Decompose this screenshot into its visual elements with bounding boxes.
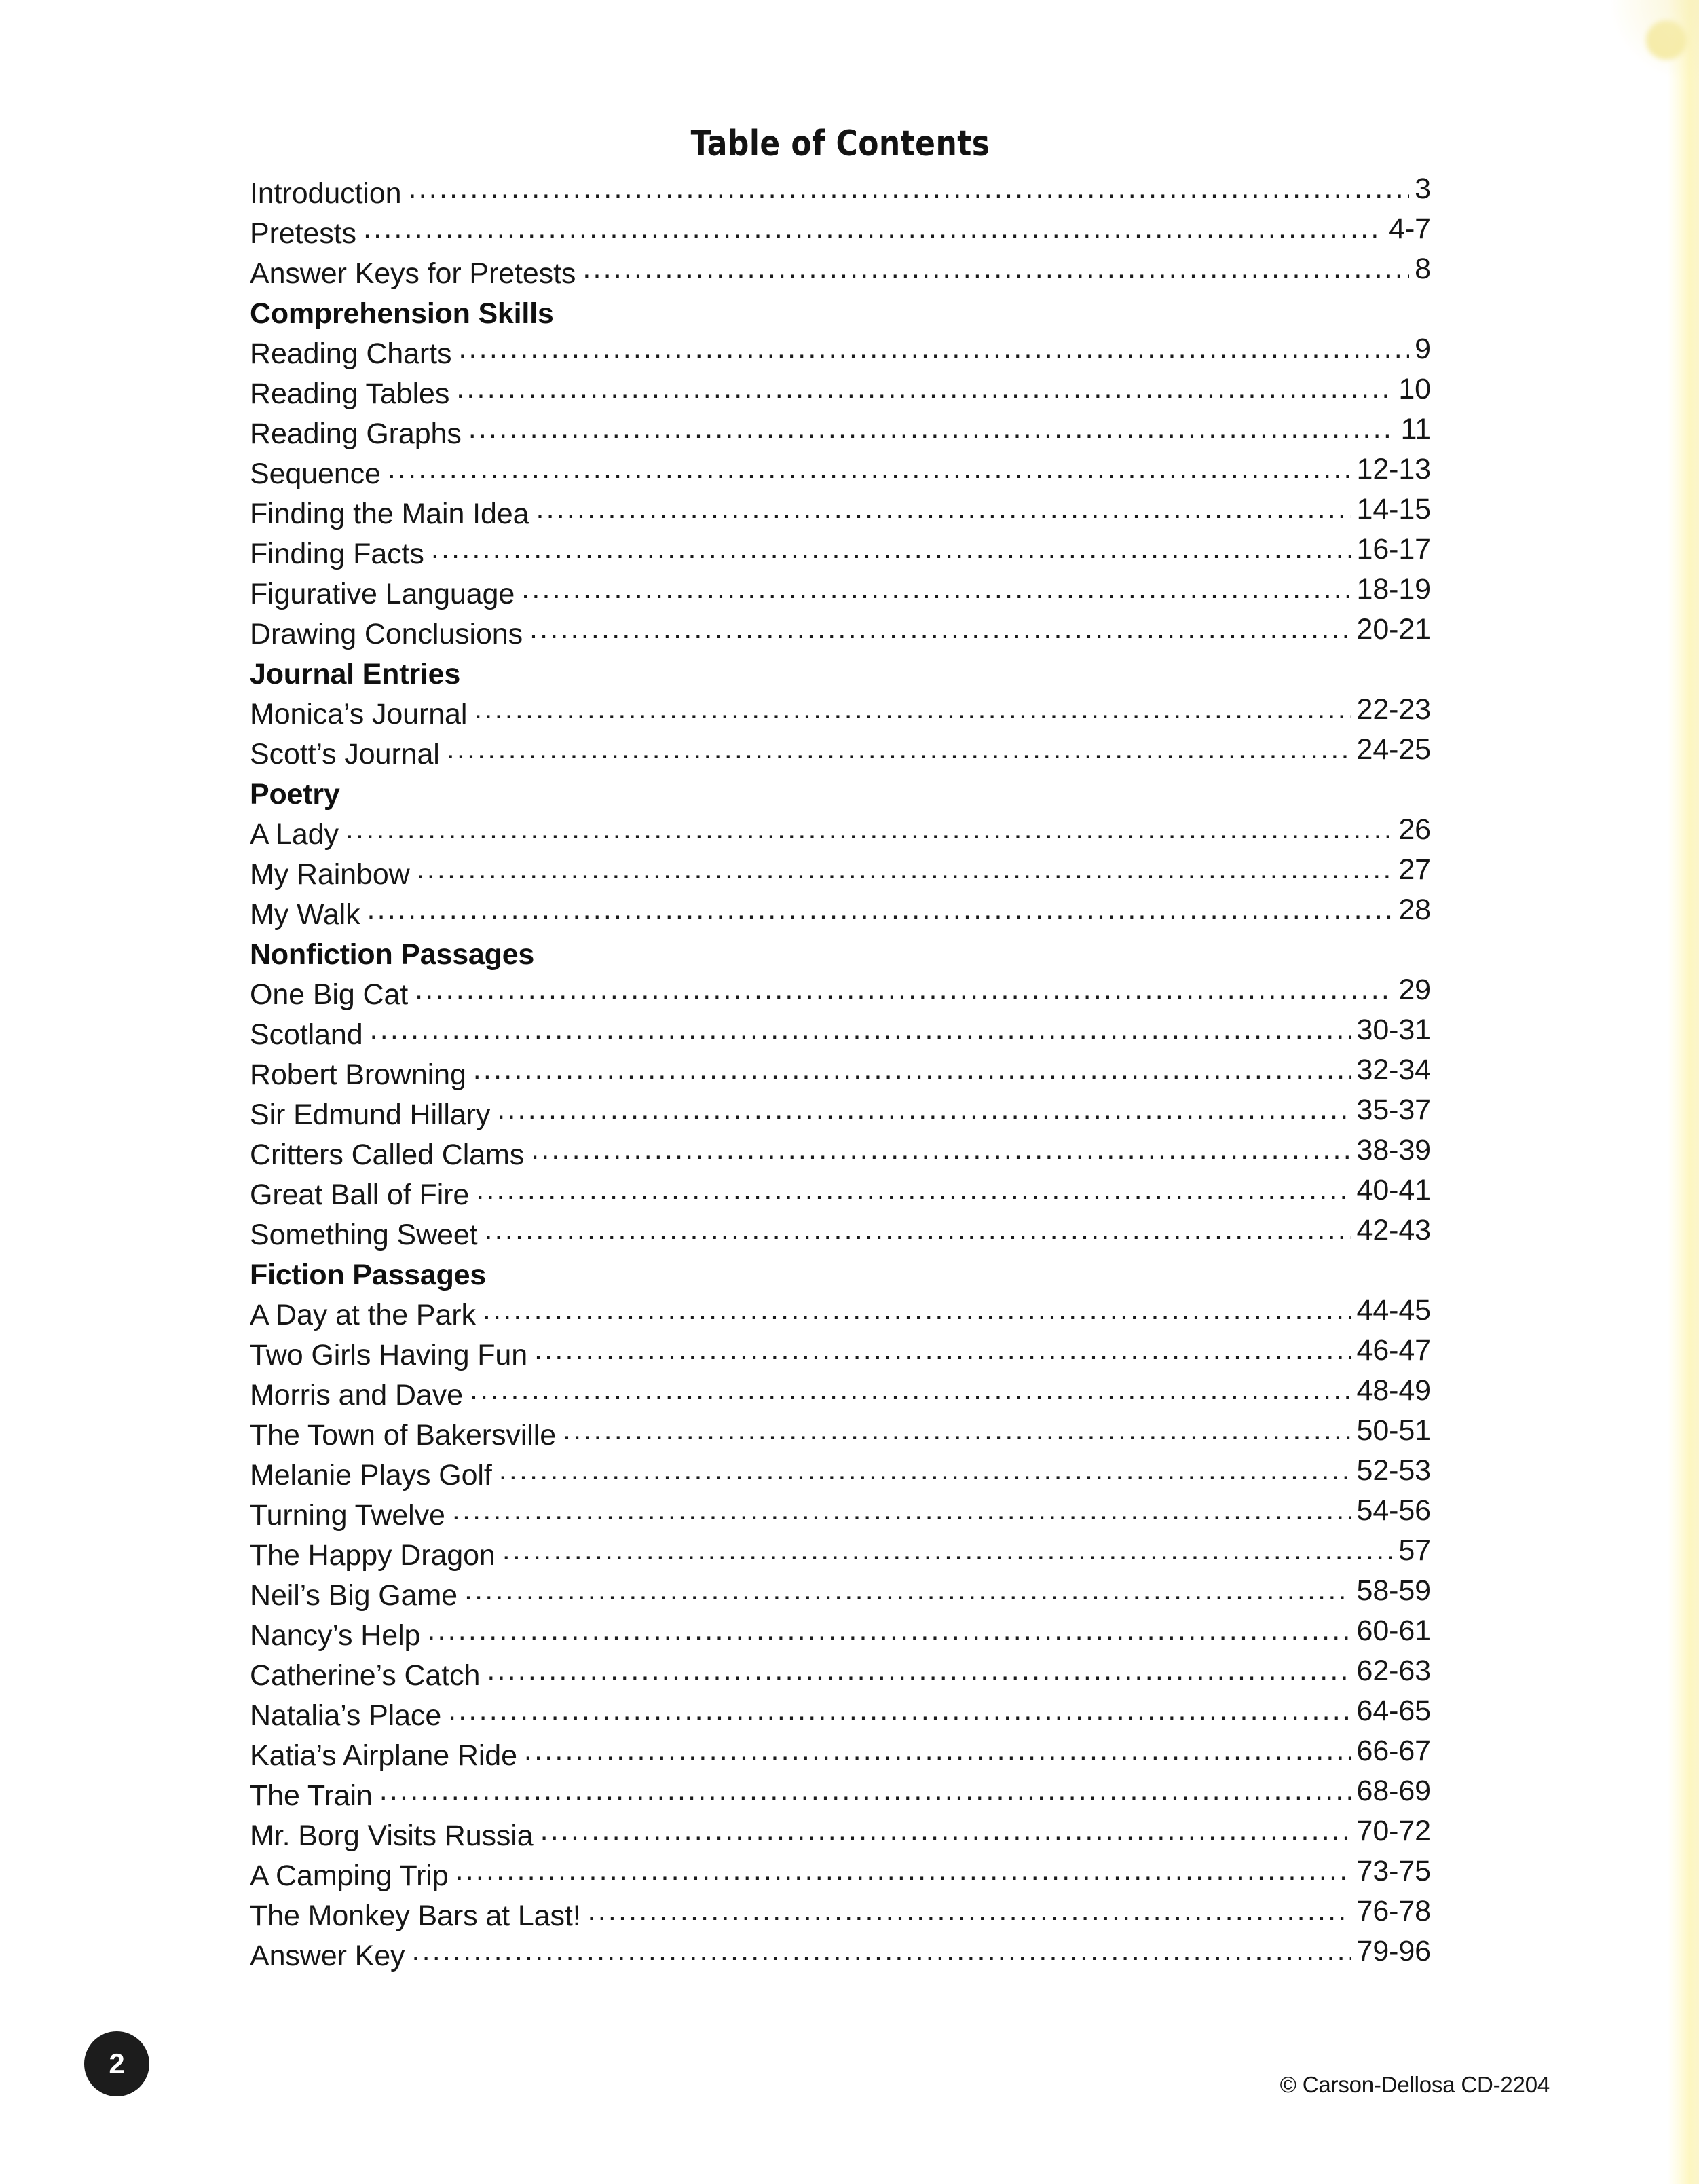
toc-entry-row[interactable] (250, 1496, 1431, 1536)
toc-entry-title: Neil’s Big Game (250, 1579, 458, 1612)
toc-entry-title: Robert Browning (250, 1058, 466, 1091)
toc-entry-row[interactable] (250, 1415, 1431, 1456)
toc-entry-page-number: 11 (1400, 413, 1431, 445)
dot-leader (411, 1936, 1351, 1976)
toc-entry-title: My Walk (250, 898, 360, 931)
toc-entry-title: A Day at the Park (250, 1299, 476, 1331)
toc-entry-page-number: 57 (1398, 1534, 1431, 1567)
toc-entry-page-number: 66-67 (1356, 1735, 1431, 1767)
toc-entry-page-number: 79-96 (1356, 1935, 1431, 1967)
toc-entry-title: Something Sweet (250, 1219, 478, 1251)
dot-leader (588, 1896, 1351, 1936)
toc-entry-row[interactable] (250, 1135, 1431, 1175)
toc-entry-title: Sir Edmund Hillary (250, 1098, 491, 1131)
toc-entry-row[interactable] (250, 1736, 1431, 1776)
dot-leader (521, 574, 1351, 614)
toc-entry-page-number: 26 (1398, 813, 1431, 846)
toc-entry-page-number: 29 (1398, 974, 1431, 1006)
toc-entry-title: Drawing Conclusions (250, 618, 523, 650)
dot-leader (536, 494, 1351, 534)
toc-section-heading: Comprehension Skills (250, 297, 554, 330)
toc-entry-row[interactable] (250, 855, 1431, 895)
dot-leader (470, 1375, 1351, 1415)
toc-entry-page-number: 68-69 (1356, 1775, 1431, 1807)
toc-entry-title: Great Ball of Fire (250, 1179, 470, 1211)
toc-entry-row[interactable] (250, 1335, 1431, 1375)
toc-entry-title: The Monkey Bars at Last! (250, 1900, 581, 1932)
toc-entry-page-number: 46-47 (1356, 1334, 1431, 1367)
toc-entry-row[interactable] (250, 1295, 1431, 1335)
toc-entry-row[interactable] (250, 494, 1431, 534)
dot-leader (448, 1696, 1351, 1736)
toc-entry-row[interactable] (250, 1576, 1431, 1616)
dot-leader (379, 1776, 1351, 1816)
toc-section-heading: Nonfiction Passages (250, 938, 535, 971)
toc-entry-title: Introduction (250, 177, 402, 210)
toc-entry-row[interactable] (250, 1375, 1431, 1415)
dot-leader (502, 1536, 1394, 1576)
toc-entry-page-number: 9 (1415, 333, 1431, 365)
dot-leader (540, 1816, 1351, 1856)
toc-entry-title: Critters Called Clams (250, 1139, 525, 1171)
toc-entry-title: My Rainbow (250, 858, 410, 891)
dot-leader (452, 1496, 1351, 1536)
dot-leader (487, 1656, 1351, 1696)
dot-leader (409, 174, 1410, 214)
dot-leader (524, 1736, 1351, 1776)
dot-leader (417, 855, 1394, 895)
toc-entry-row[interactable] (250, 815, 1431, 855)
dot-leader (497, 1095, 1351, 1135)
toc-entry-title: Catherine’s Catch (250, 1659, 481, 1692)
toc-entry-title: Sequence (250, 458, 381, 490)
dot-leader (474, 695, 1351, 735)
toc-entry-page-number: 54-56 (1356, 1494, 1431, 1527)
page-edge-blotch (1646, 20, 1687, 60)
toc-entry-row[interactable] (250, 534, 1431, 574)
dot-leader (563, 1415, 1351, 1456)
dot-leader (485, 1215, 1351, 1255)
dot-leader (456, 374, 1393, 414)
toc-entry-row[interactable] (250, 1175, 1431, 1215)
toc-entry-title: Answer Keys for Pretests (250, 257, 576, 290)
toc-entry-page-number: 30-31 (1356, 1014, 1431, 1046)
toc-entry-title: Finding the Main Idea (250, 498, 529, 530)
toc-entry-row[interactable] (250, 254, 1431, 294)
toc-entry-title: Melanie Plays Golf (250, 1459, 492, 1492)
toc-entry-page-number: 42-43 (1356, 1214, 1431, 1246)
dot-leader (476, 1175, 1351, 1215)
toc-entry-title: Reading Graphs (250, 418, 462, 450)
copyright-notice: © Carson-Dellosa CD-2204 (1280, 2072, 1550, 2097)
page-title: Table of Contents (690, 124, 990, 164)
toc-entry-title: Morris and Dave (250, 1379, 463, 1411)
toc-entry-page-number: 76-78 (1356, 1895, 1431, 1927)
toc-entry-row[interactable] (250, 1896, 1431, 1936)
dot-leader (363, 214, 1383, 254)
toc-entry-row[interactable] (250, 574, 1431, 614)
toc-entry-page-number: 3 (1415, 172, 1431, 205)
toc-entry-page-number: 8 (1415, 253, 1431, 285)
toc-entry-row[interactable] (250, 895, 1431, 935)
page-edge-tint (1668, 0, 1699, 2184)
toc-entry-title: The Happy Dragon (250, 1539, 496, 1572)
toc-entry-title: Finding Facts (250, 538, 424, 570)
toc-entry-title: Nancy’s Help (250, 1619, 421, 1652)
toc-entry-row[interactable] (250, 374, 1431, 414)
toc-entry-title: Reading Charts (250, 337, 452, 370)
toc-entry-page-number: 58-59 (1356, 1574, 1431, 1607)
dot-leader (531, 1135, 1351, 1175)
dot-leader (427, 1616, 1351, 1656)
toc-entry-page-number: 18-19 (1356, 573, 1431, 606)
dot-leader (468, 414, 1396, 454)
toc-entry-page-number: 4-7 (1389, 212, 1431, 245)
toc-entry-page-number: 27 (1398, 853, 1431, 886)
toc-section-heading: Poetry (250, 778, 340, 811)
toc-entry-page-number: 12-13 (1356, 453, 1431, 485)
dot-leader (458, 334, 1409, 374)
toc-entry-row[interactable] (250, 1656, 1431, 1696)
toc-entry-row[interactable] (250, 1696, 1431, 1736)
toc-entry-row[interactable] (250, 1095, 1431, 1135)
toc-entry-row[interactable] (250, 1536, 1431, 1576)
toc-entry-row[interactable] (250, 1816, 1431, 1856)
toc-entry-page-number: 24-25 (1356, 733, 1431, 766)
toc-entry-page-number: 14-15 (1356, 493, 1431, 525)
toc-entry-title: Mr. Borg Visits Russia (250, 1819, 534, 1852)
toc-entry-page-number: 48-49 (1356, 1374, 1431, 1407)
toc-entry-title: Scotland (250, 1018, 363, 1051)
toc-entry-row[interactable] (250, 414, 1431, 454)
dot-leader (464, 1576, 1351, 1616)
toc-entry-title: Answer Key (250, 1940, 405, 1972)
dot-leader (415, 975, 1393, 1015)
toc-entry-title: One Big Cat (250, 978, 409, 1011)
toc-entry-row[interactable] (250, 174, 1431, 214)
toc-section-heading: Journal Entries (250, 658, 461, 690)
toc-entry-page-number: 38-39 (1356, 1134, 1431, 1166)
dot-leader (388, 454, 1351, 494)
toc-entry-title: Turning Twelve (250, 1499, 445, 1532)
dot-leader (534, 1335, 1351, 1375)
dot-leader (473, 1055, 1351, 1095)
dot-leader (529, 614, 1351, 654)
dot-leader (582, 254, 1409, 294)
toc-entry-page-number: 44-45 (1356, 1294, 1431, 1327)
toc-entry-page-number: 40-41 (1356, 1174, 1431, 1206)
dot-leader (483, 1295, 1351, 1335)
toc-entry-row[interactable] (250, 1215, 1431, 1255)
toc-entry-page-number: 20-21 (1356, 613, 1431, 646)
toc-entry-row[interactable] (250, 1616, 1431, 1656)
toc-section-heading: Fiction Passages (250, 1259, 487, 1291)
dot-leader (367, 895, 1394, 935)
toc-entry-row[interactable] (250, 334, 1431, 374)
toc-entry-page-number: 62-63 (1356, 1654, 1431, 1687)
toc-entry-row[interactable] (250, 1776, 1431, 1816)
page-number-badge (84, 2031, 149, 2096)
toc-entry-row[interactable] (250, 1055, 1431, 1095)
page-number-label: 2 (109, 2048, 125, 2079)
dot-leader (370, 1015, 1351, 1055)
toc-entry-title: The Train (250, 1779, 373, 1812)
toc-entry-title: Natalia’s Place (250, 1699, 442, 1732)
dot-leader (447, 735, 1351, 775)
toc-entry-title: Scott’s Journal (250, 738, 440, 771)
toc-entry-page-number: 22-23 (1356, 693, 1431, 726)
dot-leader (431, 534, 1351, 574)
toc-entry-row[interactable] (250, 975, 1431, 1015)
toc-entry-row[interactable] (250, 214, 1431, 254)
toc-entry-title: The Town of Bakersville (250, 1419, 557, 1451)
toc-entry-title: Figurative Language (250, 578, 515, 610)
dot-leader (455, 1856, 1351, 1896)
toc-entry-page-number: 35-37 (1356, 1094, 1431, 1126)
toc-entry-page-number: 60-61 (1356, 1614, 1431, 1647)
toc-entry-row[interactable] (250, 454, 1431, 494)
table-of-contents-list (250, 174, 1431, 1976)
toc-entry-page-number: 70-72 (1356, 1815, 1431, 1847)
toc-entry-title: A Lady (250, 818, 339, 851)
toc-entry-page-number: 10 (1398, 373, 1431, 405)
toc-entry-page-number: 16-17 (1356, 533, 1431, 566)
toc-entry-row[interactable] (250, 614, 1431, 654)
toc-entry-row[interactable] (250, 1856, 1431, 1896)
toc-entry-page-number: 64-65 (1356, 1695, 1431, 1727)
toc-entry-row[interactable] (250, 1456, 1431, 1496)
toc-entry-page-number: 32-34 (1356, 1054, 1431, 1086)
toc-entry-title: Monica’s Journal (250, 698, 468, 730)
toc-entry-title: Pretests (250, 217, 356, 250)
toc-entry-row[interactable] (250, 735, 1431, 775)
toc-entry-page-number: 50-51 (1356, 1414, 1431, 1447)
toc-entry-row[interactable] (250, 1015, 1431, 1055)
toc-entry-page-number: 52-53 (1356, 1454, 1431, 1487)
toc-entry-title: Reading Tables (250, 377, 450, 410)
toc-entry-page-number: 73-75 (1356, 1855, 1431, 1887)
toc-entry-row[interactable] (250, 1936, 1431, 1976)
dot-leader (346, 815, 1393, 855)
toc-entry-title: Katia’s Airplane Ride (250, 1739, 517, 1772)
toc-entry-page-number: 28 (1398, 893, 1431, 926)
toc-entry-row[interactable] (250, 695, 1431, 735)
page-corner-shading (1611, 0, 1699, 81)
toc-entry-title: A Camping Trip (250, 1859, 449, 1892)
toc-entry-title: Two Girls Having Fun (250, 1339, 528, 1371)
toc-content (250, 124, 1431, 1976)
dot-leader (499, 1456, 1351, 1496)
